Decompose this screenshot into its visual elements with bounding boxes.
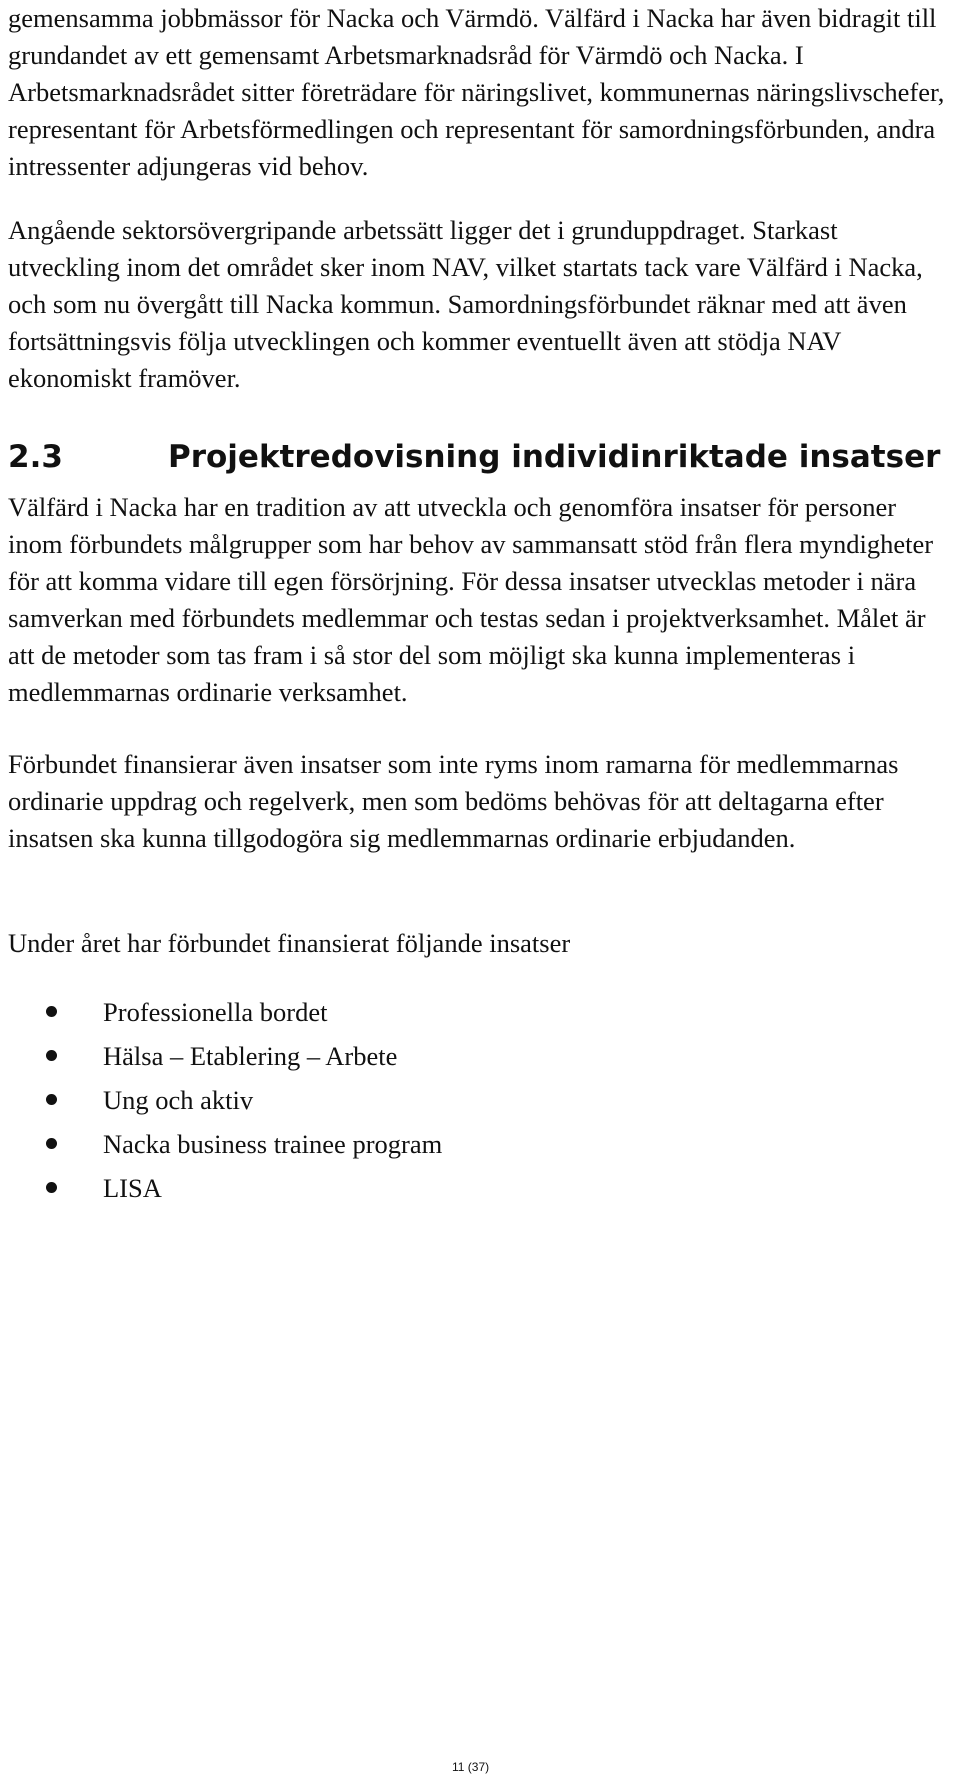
paragraph-arbetsmarknadsrad: gemensamma jobbmässor för Nacka och Värmdö. Välfärd i Nacka har även bidragit till grundandet av ett gemensamt Arbetsmarknadsråd för Värmdö och Nacka. I Arbetsmarknadsrådet sitter företrädare för näringslivet, kommunernas näringslivschefer, representant för Arbetsförmedlingen och representant för samordningsförbunden, andra intressenter adjungeras vid behov. xyxy=(8,3,945,181)
paragraph-finansierar: Förbundet finansierar även insatser som inte ryms inom ramarna för medlemmarnas ordinarie uppdrag och regelverk, men som bedöms behövas för att deltagarna efter insatsen ska kunna tillgodogöra sig medlemmarnas ordinarie erbjudanden. xyxy=(8,749,899,853)
list-item-label: Ung och aktiv xyxy=(103,1085,254,1115)
list-item xyxy=(8,1166,953,1210)
list-item xyxy=(8,1122,953,1166)
bullet-icon xyxy=(46,1182,57,1193)
bullet-icon xyxy=(46,1006,57,1017)
paragraph-tradition: Välfärd i Nacka har en tradition av att utveckla och genomföra insatser för personer inom förbundets målgrupper som har behov av sammansatt stöd från flera myndigheter för att komma vidare till egen försörjning. För dessa insatser utvecklas metoder i nära samverkan med förbundets medlemmar och testas sedan i projektverksamhet. Målet är att de metoder som tas fram i så stor del som möjligt ska kunna implementeras i medlemmarnas ordinarie verksamhet. xyxy=(8,492,934,707)
paragraph-under-aret: Under året har förbundet finansierat följande insatser xyxy=(8,928,571,958)
page-number: 11 (37) xyxy=(452,1760,490,1774)
bullet-icon xyxy=(46,1050,57,1061)
section-number: 2.3 xyxy=(8,439,63,475)
paragraph-sektorsovergripande: Angående sektorsövergripande arbetssätt ligger det i grunduppdraget. Starkast utveckling inom det området sker inom NAV, vilket startats tack vare Välfärd i Nacka, och som nu övergått till Nacka kommun. Samordningsförbundet räknar med att även fortsättningsvis följa utvecklingen och kommer eventuellt även att stödja NAV ekonomiskt framöver. xyxy=(8,215,923,393)
insatser-list xyxy=(8,990,953,1210)
bullet-icon xyxy=(46,1094,57,1105)
list-item-label: Nacka business trainee program xyxy=(103,1129,443,1159)
bullet-icon xyxy=(46,1138,57,1149)
list-item xyxy=(8,1034,953,1078)
list-item xyxy=(8,1078,953,1122)
list-item-label: LISA xyxy=(103,1173,162,1203)
list-item-label: Professionella bordet xyxy=(103,997,328,1027)
section-heading xyxy=(8,437,953,477)
list-item xyxy=(8,990,953,1034)
list-item-label: Hälsa – Etablering – Arbete xyxy=(103,1041,398,1071)
section-title: Projektredovisning individinriktade insatser xyxy=(168,439,941,475)
